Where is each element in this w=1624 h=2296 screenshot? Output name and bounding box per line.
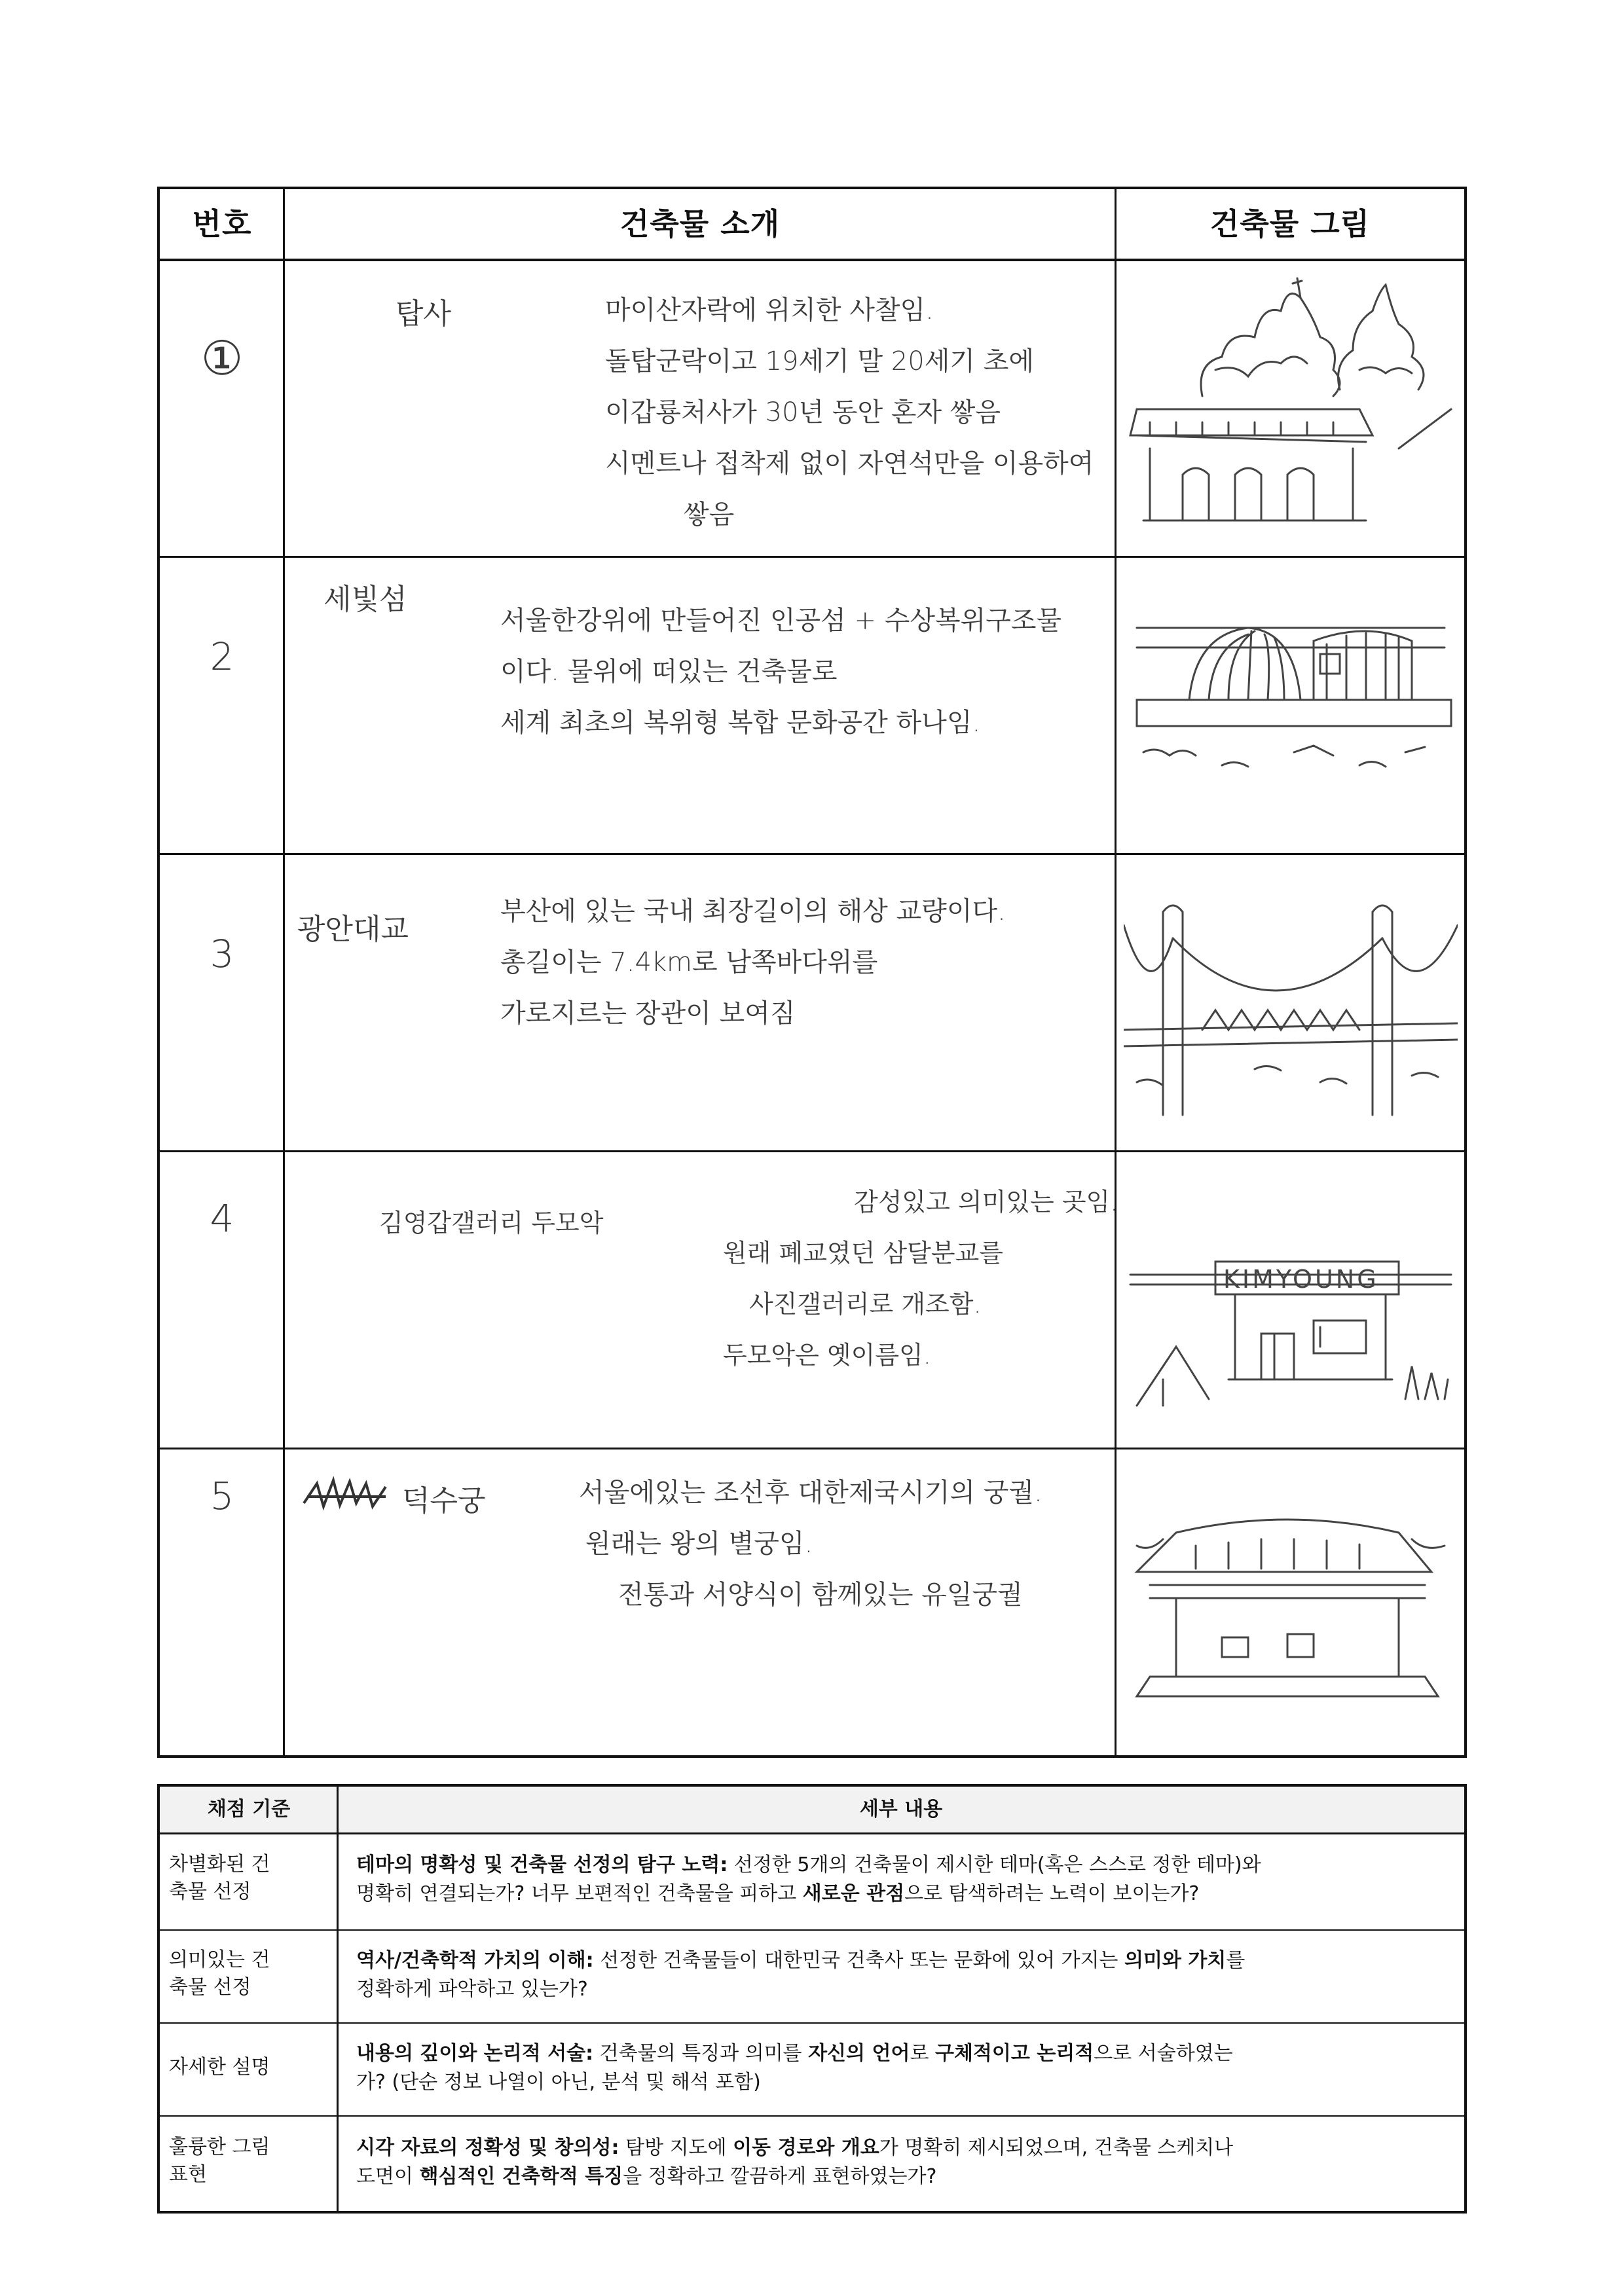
rubric-row	[160, 2117, 1464, 2212]
row-number: 4	[210, 1196, 234, 1241]
rubric-criteria: 차별화된 건 축물 선정	[169, 1853, 270, 1903]
rubric-detail: 테마의 명확성 및 건축물 선정의 탐구 노력: 선정한 5개의 건축물이 제시한 테마(혹은 스스로 정한 테마)와 명확히 연결되는가? 너무 보편적인 건축물을 피하고 새로운 관점으로 탐색하려는 노력이 보이는가?	[356, 1853, 1261, 1905]
rubric-header-criteria: 채점 기준	[207, 1798, 291, 1821]
header-number: 번호	[192, 206, 252, 242]
building-description: 감성있고 의미있는 곳임. 원래 폐교였던 삼달분교를 사진갤러리로 개조함. 두모악은 옛이름임.	[723, 1188, 1118, 1370]
rubric-header-detail: 세부 내용	[859, 1798, 943, 1821]
header-drawing: 건축물 그림	[1209, 206, 1371, 242]
rubric-table	[157, 1784, 1467, 2214]
rubric-criteria: 의미있는 건 축물 선정	[169, 1948, 270, 1999]
building-name: 광안대교	[297, 913, 409, 946]
row-number: 2	[210, 634, 234, 679]
rubric-detail: 내용의 깊이와 논리적 서술: 건축물의 특징과 의미를 자신의 언어로 구체적이고 논리적으로 서술하였는 가? (단순 정보 나열이 아닌, 분석 및 해석 포함)	[356, 2042, 1233, 2094]
building-table	[157, 187, 1467, 1758]
rubric-criteria: 훌륭한 그림 표현	[169, 2136, 270, 2186]
table-header	[160, 189, 1464, 261]
row-number: ①	[200, 331, 244, 386]
rubric-header	[160, 1787, 1464, 1834]
building-name: 김영갑갤러리 두모악	[379, 1209, 604, 1237]
tapsa-sketch	[1124, 265, 1458, 547]
table-row	[160, 259, 1464, 556]
building-description: 서울한강위에 만들어진 인공섬 + 수상복위구조물 이다. 물위에 떠있는 건축물로 세계 최초의 복위형 복합 문화공간 하나임.	[500, 606, 1062, 738]
rubric-detail: 시각 자료의 정확성 및 창의성: 탐방 지도에 이동 경로와 개요가 명확히 제시되었으며, 건축물 스케치나 도면이 핵심적인 건축학적 특징을 정확하고 깔끔하게 표현하였는가?	[356, 2136, 1234, 2188]
row-number: 3	[210, 932, 234, 976]
rubric-row	[160, 2024, 1464, 2115]
rubric-row	[160, 1931, 1464, 2022]
building-name: 덕수궁	[402, 1484, 486, 1518]
table-row	[160, 556, 1464, 853]
building-name: 세빛섬	[323, 583, 407, 616]
rubric-row	[160, 1834, 1464, 1929]
scribble-mark	[301, 1474, 392, 1520]
rubric-detail: 역사/건축학적 가치의 이해: 선정한 건축물들이 대한민국 건축사 또는 문화에 있어 가지는 의미와 가치를 정확하게 파악하고 있는가?	[356, 1949, 1246, 2001]
table-row	[160, 1150, 1464, 1448]
building-description: 부산에 있는 국내 최장길이의 해상 교량이다. 총길이는 7.4km로 남쪽바다위를 가로지르는 장관이 보여짐	[500, 896, 1006, 1029]
rubric-criteria: 자세한 설명	[169, 2056, 270, 2079]
gwangan-bridge-sketch	[1124, 899, 1458, 1135]
table-row	[160, 1448, 1464, 1755]
building-name: 탑사	[396, 297, 452, 331]
row-number: 5	[210, 1474, 234, 1518]
table-row	[160, 853, 1464, 1150]
gallery-sign-text: KIMYOUNG	[1223, 1265, 1379, 1294]
building-description: 마이산자락에 위치한 사찰임. 돌탑군락이고 19세기 말 20세기 초에 이갑룡처사가 30년 동안 혼자 쌓음 시멘트나 접착제 없이 자연석만을 이용하여 쌓음	[605, 295, 1094, 530]
building-description: 서울에있는 조선후 대한제국시기의 궁궐. 원래는 왕의 별궁임. 전통과 서양식이 함께있는 유일궁궐	[579, 1478, 1043, 1610]
header-intro: 건축물 소개	[619, 206, 781, 242]
kimyoung-gallery-sketch	[1124, 1248, 1458, 1445]
sevit-island-sketch	[1124, 595, 1458, 831]
deoksugung-sketch	[1124, 1493, 1458, 1729]
